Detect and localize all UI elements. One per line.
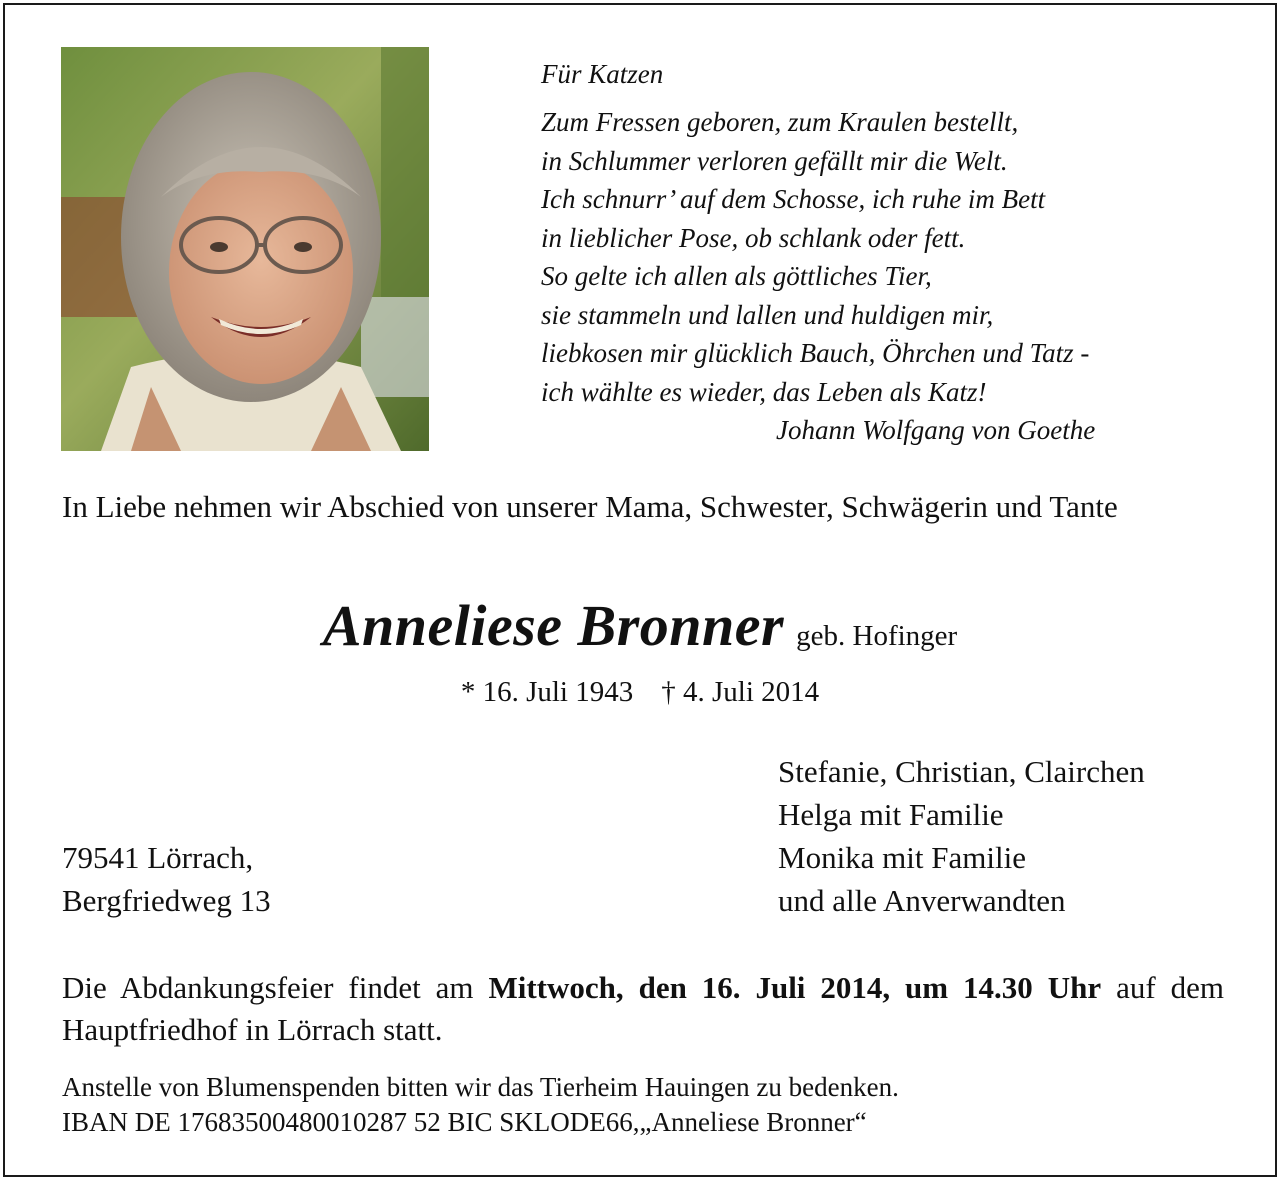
birth-date: * 16. Juli 1943 [460,676,634,708]
ceremony-notice [62,967,1224,1051]
poem [541,57,1231,449]
family-list [778,750,1145,922]
donation-notice [62,1070,1224,1140]
portrait-photo-icon [61,47,429,451]
family-member: und alle Anverwandten [778,883,1066,918]
poem-line: liebkosen mir glücklich Bauch, Öhrchen und Tatz - [541,338,1090,368]
donation-request: Anstelle von Blumenspenden bitten wir das Tierheim Hauingen zu bedenken. [62,1072,899,1102]
ceremony-datetime: Mittwoch, den 16. Juli 2014, um 14.30 Uhr [488,970,1102,1005]
poem-line: sie stammeln und lallen und huldigen mir, [541,299,994,330]
address-street: Bergfriedweg 13 [62,883,271,918]
donation-bank-details: IBAN DE 17683500480010287 52 BIC SKLODE66,„Anneliese Bronner“ [62,1107,867,1137]
poem-line: in Schlummer verloren gefällt mir die Welt. [541,145,1008,176]
ceremony-suffix: auf dem Hauptfriedhof in Lörrach statt. [62,970,1224,1047]
portrait-photo [61,47,429,451]
life-dates [0,674,1280,710]
deceased-name: Anneliese Bronner [322,593,785,658]
birth-name: geb. Hofinger [796,620,958,652]
address-city: 79541 Lörrach, [62,840,254,875]
poem-line: Zum Fressen geboren, zum Kraulen bestellt, [541,107,1019,137]
deceased-name-line [0,592,1280,659]
poem-line: So gelte ich allen als göttliches Tier, [541,261,932,291]
poem-line: Ich schnurr’ auf dem Schosse, ich ruhe im Bett [541,184,1046,214]
poem-author: Johann Wolfgang von Goethe [776,415,1096,445]
poem-line: in lieblicher Pose, ob schlank oder fett. [541,222,966,253]
family-member: Monika mit Familie [778,840,1026,875]
poem-title: Für Katzen [541,59,664,89]
family-member: Stefanie, Christian, Clairchen [778,754,1145,789]
intro-text: In Liebe nehmen wir Abschied von unserer Mama, Schwester, Schwägerin und Tante [62,489,1118,524]
ceremony-prefix: Die Abdankungsfeier findet am [62,970,489,1005]
family-member: Helga mit Familie [778,797,1004,832]
address [62,836,271,922]
poem-line: ich wählte es wieder, das Leben als Katz! [541,376,987,407]
death-date: † 4. Juli 2014 [661,676,820,708]
